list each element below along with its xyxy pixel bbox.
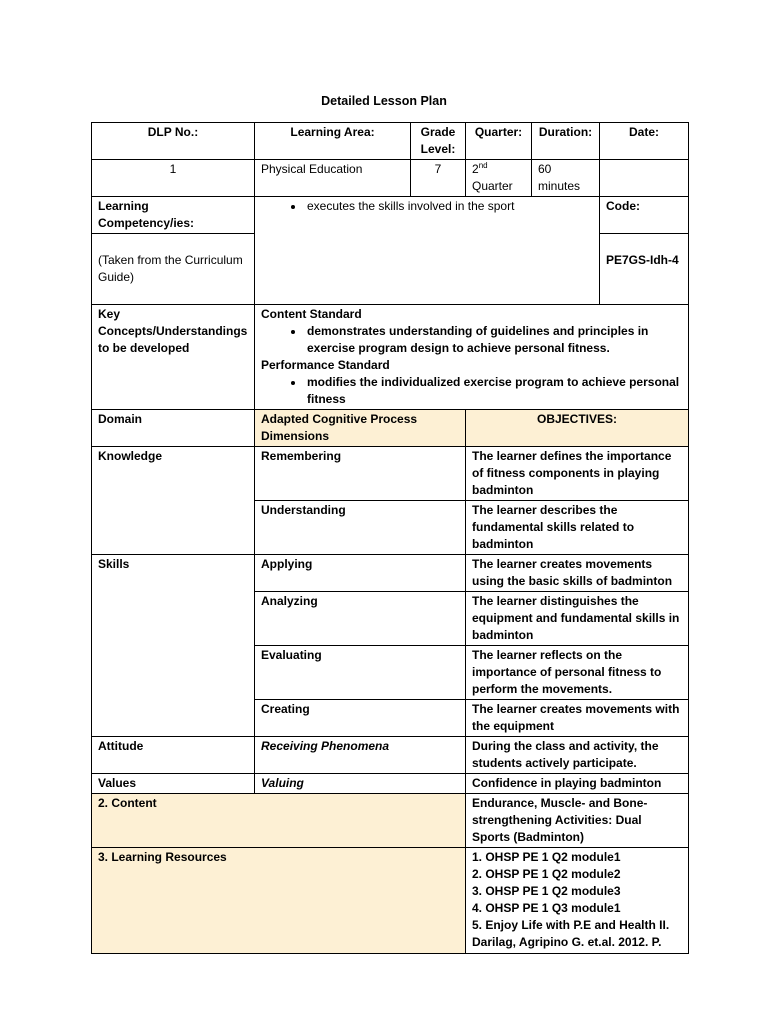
content-label: 2. Content xyxy=(92,794,466,848)
code-value: PE7GS-Idh-4 xyxy=(600,234,689,305)
dimension-cell: Evaluating xyxy=(255,646,466,700)
objective-cell: The learner creates movements with the equipment xyxy=(466,700,689,737)
resources-row xyxy=(92,848,689,954)
objective-cell: The learner describes the fundamental skills related to badminton xyxy=(466,501,689,555)
resources-label: 3. Learning Resources xyxy=(92,848,466,954)
dimension-cell: Remembering xyxy=(255,447,466,501)
quarter-value xyxy=(466,160,532,197)
domain-cell: Skills xyxy=(92,555,255,737)
key-concepts-content xyxy=(255,305,689,410)
domain-cell: Values xyxy=(92,774,255,794)
competency-item: • executes the skills involved in the sport xyxy=(305,198,593,215)
objectives-header: OBJECTIVES: xyxy=(466,410,689,447)
learning-area-value: Physical Education xyxy=(255,160,411,197)
dlp-no-value: 1 xyxy=(92,160,255,197)
competency-content xyxy=(255,197,600,305)
quarter-number: 2 xyxy=(472,162,479,176)
grade-level-label: Grade Level: xyxy=(411,123,466,160)
dlp-no-label: DLP No.: xyxy=(92,123,255,160)
objective-cell: Confidence in playing badminton xyxy=(466,774,689,794)
quarter-label: Quarter: xyxy=(466,123,532,160)
dimension-cell: Receiving Phenomena xyxy=(255,737,466,774)
objective-cell: The learner defines the importance of fitness components in playing badminton xyxy=(466,447,689,501)
date-label: Date: xyxy=(600,123,689,160)
dimension-cell: Valuing xyxy=(255,774,466,794)
date-value xyxy=(600,160,689,197)
lesson-plan-table xyxy=(91,122,689,954)
objective-cell: The learner creates movements using the basic skills of badminton xyxy=(466,555,689,592)
competency-label: Learning Competency/ies: xyxy=(92,197,255,234)
objective-cell: The learner distinguishes the equipment and fundamental skills in badminton xyxy=(466,592,689,646)
resource-item: 4. OHSP PE 1 Q3 module1 xyxy=(472,901,621,915)
objective-cell: The learner reflects on the importance of personal fitness to perform the movements. xyxy=(466,646,689,700)
domain-cell: Knowledge xyxy=(92,447,255,555)
objective-row xyxy=(92,737,689,774)
objective-row xyxy=(92,447,689,501)
objective-row xyxy=(92,774,689,794)
duration-value: 60 minutes xyxy=(532,160,600,197)
competency-row xyxy=(92,197,689,234)
domain-header: Domain xyxy=(92,410,255,447)
domain-cell: Attitude xyxy=(92,737,255,774)
resource-item: 1. OHSP PE 1 Q2 module1 xyxy=(472,850,621,864)
quarter-suffix: nd xyxy=(478,161,488,170)
key-concepts-row xyxy=(92,305,689,410)
dimension-cell: Understanding xyxy=(255,501,466,555)
duration-label: Duration: xyxy=(532,123,600,160)
header-value-row xyxy=(92,160,689,197)
header-label-row xyxy=(92,123,689,160)
dimension-cell: Creating xyxy=(255,700,466,737)
resource-item: 5. Enjoy Life with P.E and Health II. xyxy=(472,918,670,932)
competency-note: (Taken from the Curriculum Guide) xyxy=(92,234,255,305)
page-title: Detailed Lesson Plan xyxy=(321,94,447,108)
grade-level-value: 7 xyxy=(411,160,466,197)
content-value: Endurance, Muscle- and Bone-strengthening Activities: Dual Sports (Badminton) xyxy=(466,794,689,848)
objective-cell: During the class and activity, the students actively participate. xyxy=(466,737,689,774)
performance-standard-label: Performance Standard xyxy=(261,358,390,372)
resource-item: 3. OHSP PE 1 Q2 module3 xyxy=(472,884,621,898)
quarter-word: Quarter xyxy=(472,179,513,193)
dimension-cell: Analyzing xyxy=(255,592,466,646)
performance-standard-text: • modifies the individualized exercise program to achieve personal fitness xyxy=(305,374,682,408)
domain-header-row xyxy=(92,410,689,447)
code-label: Code: xyxy=(600,197,689,234)
resource-item: 2. OHSP PE 1 Q2 module2 xyxy=(472,867,621,881)
content-row xyxy=(92,794,689,848)
learning-area-label: Learning Area: xyxy=(255,123,411,160)
resources-list xyxy=(466,848,689,954)
key-concepts-label: Key Concepts/Understandings to be developed xyxy=(92,305,255,410)
resource-item: Darilag, Agripino G. et.al. 2012. P. xyxy=(472,935,662,949)
dimension-cell: Applying xyxy=(255,555,466,592)
content-standard-text: • demonstrates understanding of guidelines and principles in exercise program design to achieve personal fitness. xyxy=(305,323,682,357)
content-standard-label: Content Standard xyxy=(261,307,362,321)
dimensions-header: Adapted Cognitive Process Dimensions xyxy=(255,410,466,447)
objective-row xyxy=(92,555,689,592)
